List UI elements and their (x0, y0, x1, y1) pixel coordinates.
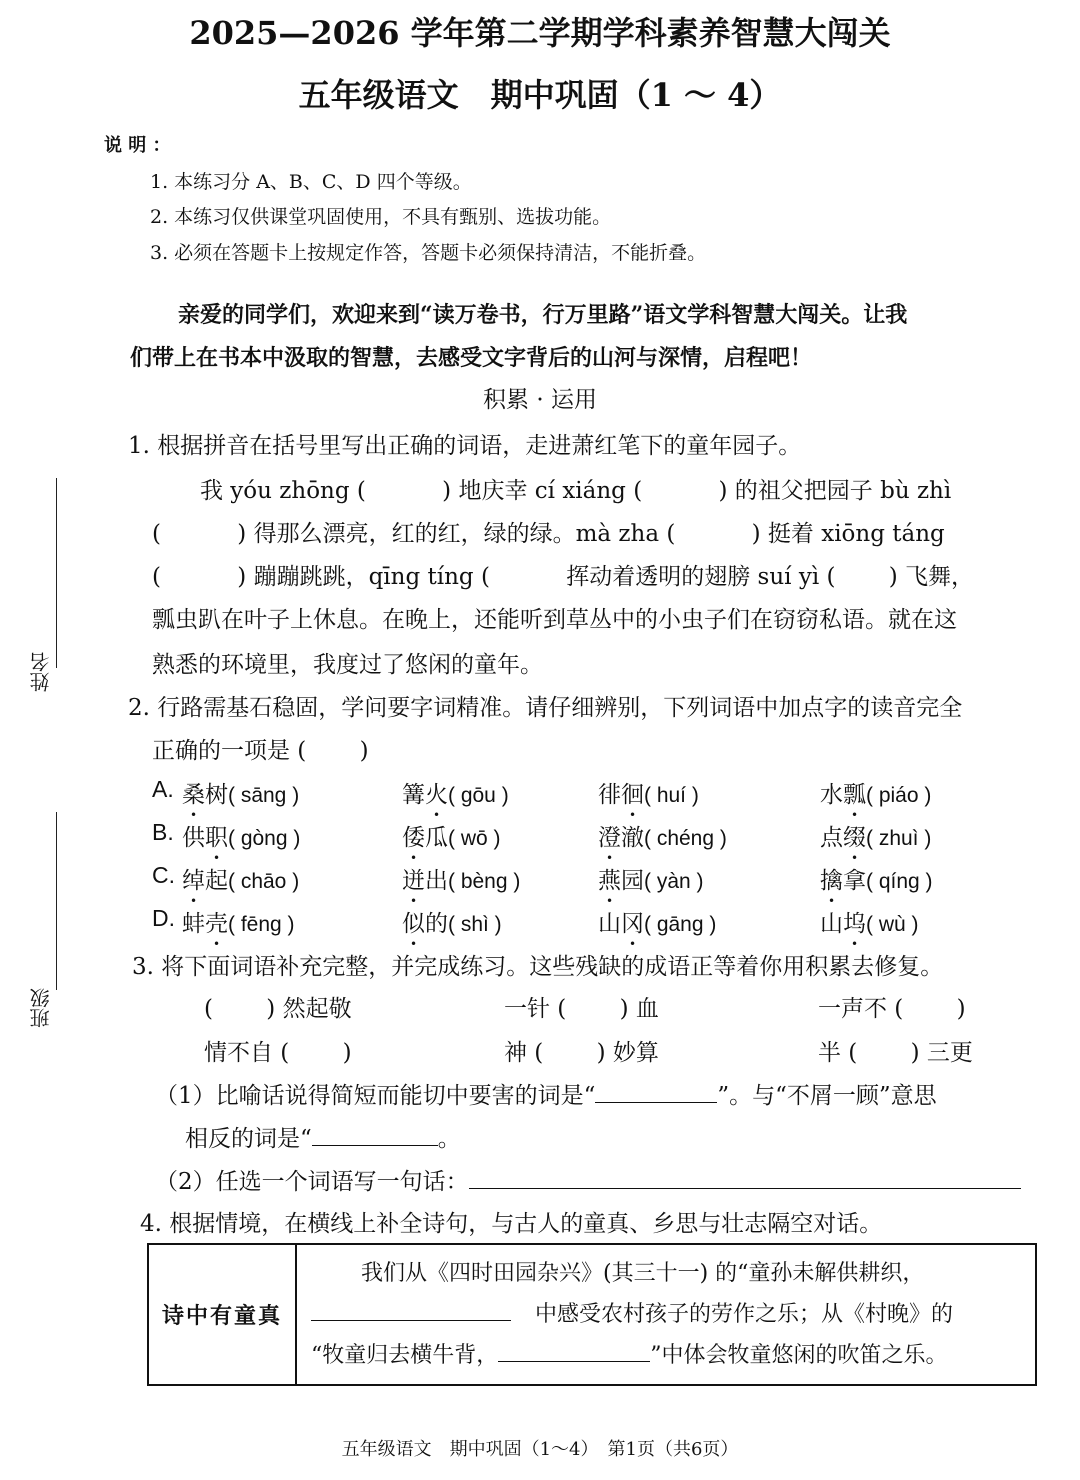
option-word (820, 776, 931, 822)
exam-subtitle: 五年级语文 期中巩固（1 ～ 4） (298, 76, 782, 114)
q3-idiom-3: 一声不 ( ) (818, 996, 966, 1022)
answer-blank[interactable] (498, 1360, 650, 1362)
word-char: 供 (182, 825, 205, 851)
poem-line-2-text: 中感受农村孩子的劳作之乐；从《村晚》的 (535, 1302, 954, 1327)
option-label: D. (152, 905, 175, 931)
option-word (402, 776, 509, 822)
q1-line-1: 我 yóu zhōng ( ) 地庆幸 cí xiáng ( ) 的祖父把园子 bù zhì (200, 478, 952, 504)
word-char: 山 (820, 911, 843, 937)
dotted-char: 似 (402, 911, 425, 937)
pinyin: ( huí ) (644, 784, 699, 807)
option-word (402, 819, 501, 865)
pinyin: ( chéng ) (644, 827, 727, 850)
word-char: 点 (820, 825, 843, 851)
q3-sub1-text-c: 相反的词是“ (185, 1126, 312, 1152)
dotted-char: 火 (425, 782, 448, 808)
q3-idiom-4: 情不自 ( ) (204, 1040, 352, 1066)
poem-table-header: 诗中有童真 (148, 1244, 296, 1385)
option-word (820, 905, 919, 951)
q3-sub2 (155, 1163, 1021, 1196)
word-char: 树 (205, 782, 228, 808)
notes-heading: 说 明 ： (104, 135, 171, 156)
dotted-char: 壳 (205, 911, 228, 937)
note-item-1: 1. 本练习分 A、B、C、D 四个等级。 (150, 171, 472, 193)
dotted-char: 瓢 (843, 782, 866, 808)
poem-table (147, 1243, 1037, 1386)
q3-sub1-line2 (185, 1120, 461, 1153)
dotted-char: 绰 (182, 868, 205, 894)
section-title: 积累 · 运用 (483, 387, 597, 413)
note-item-2: 2. 本练习仅供课堂巩固使用，不具有甄别、选拔功能。 (150, 206, 612, 228)
dotted-char: 徊 (621, 782, 644, 808)
option-word (182, 776, 299, 822)
q1-line-4: 瓢虫趴在叶子上休息。在晚上，还能听到草丛中的小虫子们在窃窃私语。就在这 (152, 607, 957, 633)
pinyin: ( qíng ) (866, 870, 933, 893)
answer-blank[interactable] (595, 1101, 717, 1103)
pinyin: ( gōu ) (448, 784, 509, 807)
option-word (402, 905, 502, 951)
pinyin: ( shì ) (448, 913, 502, 936)
word-char: 水 (820, 782, 843, 808)
word-char: 拿 (843, 868, 866, 894)
q1-prompt: 1. 根据拼音在括号里写出正确的词语，走进萧红笔下的童年园子。 (128, 433, 802, 459)
pinyin: ( sāng ) (228, 784, 300, 807)
poem-line-2 (311, 1294, 1017, 1335)
q3-sub1-text-a: （1）比喻话说得简短而能切中要害的词是“ (155, 1083, 596, 1109)
dotted-char: 倭 (402, 825, 425, 851)
q1-line-3: ( ) 蹦蹦跳跳，qīng tíng ( 挥动着透明的翅膀 suí yì ( ) 飞舞， (152, 564, 975, 590)
pinyin: ( wō ) (448, 827, 501, 850)
word-char: 瓜 (425, 825, 448, 851)
option-label: A. (152, 776, 174, 802)
pinyin: ( yàn ) (644, 870, 704, 893)
q3-sub2-text: （2）任选一个词语写一句话： (155, 1169, 469, 1195)
intro-line-2: 们带上在书本中汲取的智慧，去感受文字背后的山河与深情，启程吧！ (130, 345, 813, 371)
option-label: C. (152, 862, 175, 888)
note-item-3: 3. 必须在答题卡上按规定作答，答题卡必须保持清洁，不能折叠。 (150, 242, 707, 264)
word-char: 徘 (598, 782, 621, 808)
dotted-char: 职 (205, 825, 228, 851)
q3-sub1-line1 (155, 1077, 937, 1110)
option-label: B. (152, 819, 174, 845)
pinyin: ( bèng ) (448, 870, 521, 893)
poem-table-body (296, 1244, 1036, 1385)
option-word (598, 905, 716, 951)
pinyin: ( wù ) (866, 913, 919, 936)
word-char: 蚌 (182, 911, 205, 937)
option-word (182, 905, 295, 951)
word-char: 起 (205, 868, 228, 894)
pinyin: ( gāng ) (644, 913, 717, 936)
q3-idiom-2: 一针 ( ) 血 (504, 996, 659, 1022)
option-word (598, 819, 727, 865)
option-word (820, 862, 933, 908)
pinyin: ( gòng ) (228, 827, 301, 850)
word-char: 出 (425, 868, 448, 894)
name-blank-line[interactable] (56, 478, 57, 668)
poem-line-1: 我们从《四时田园杂兴》(其三十一) 的“童孙未解供耕织， (361, 1261, 925, 1286)
dotted-char: 擒 (820, 868, 843, 894)
q3-prompt: 3. 将下面词语补充完整，并完成练习。这些残缺的成语正等着你用积累去修复。 (132, 954, 944, 980)
answer-blank[interactable] (469, 1187, 1021, 1189)
word-char: 澈 (621, 825, 644, 851)
intro-line-1: 亲爱的同学们，欢迎来到“读万卷书，行万里路”语文学科智慧大闯关。让我 (178, 302, 908, 328)
pinyin: ( piáo ) (866, 784, 932, 807)
option-word (402, 862, 520, 908)
word-char: 山 (598, 911, 621, 937)
word-char: 园 (621, 868, 644, 894)
poem-line-3 (311, 1335, 1017, 1376)
q3-sub1-text-b: ”。与“不屑一顾”意思 (717, 1083, 937, 1109)
option-word (598, 776, 699, 822)
dotted-char: 坞 (843, 911, 866, 937)
dotted-char: 缀 (843, 825, 866, 851)
poem-line-3-text-b: ”中体会牧童悠闲的吹笛之乐。 (650, 1343, 948, 1368)
pinyin: ( chāo ) (228, 870, 300, 893)
q4-prompt: 4. 根据情境，在横线上补全诗句，与古人的童真、乡思与壮志隔空对话。 (140, 1211, 883, 1237)
word-char: 篝 (402, 782, 425, 808)
poem-line-3-text-a: “牧童归去横牛背， (311, 1343, 499, 1368)
dotted-char: 澄 (598, 825, 621, 851)
q3-idiom-5: 神 ( ) 妙算 (504, 1040, 659, 1066)
answer-blank[interactable] (311, 1319, 511, 1321)
class-blank-line[interactable] (56, 812, 57, 990)
answer-blank[interactable] (312, 1144, 438, 1146)
dotted-char: 迸 (402, 868, 425, 894)
option-word (182, 862, 299, 908)
page-footer: 五年级语文 期中巩固（1～4） 第1页（共6页） (341, 1439, 739, 1460)
q3-idiom-1: ( ) 然起敬 (204, 996, 352, 1022)
class-label: 班级 (29, 988, 53, 1028)
q2-prompt-1: 2. 行路需基石稳固，学问要字词精准。请仔细辨别，下列词语中加点字的读音完全 (128, 695, 963, 721)
q1-line-2: ( ) 得那么漂亮，红的红，绿的绿。mà zha ( ) 挺着 xiōng táng (152, 521, 945, 547)
pinyin: ( zhuì ) (866, 827, 932, 850)
pinyin: ( fēng ) (228, 913, 295, 936)
dotted-char: 桑 (182, 782, 205, 808)
dotted-char: 燕 (598, 868, 621, 894)
option-word (182, 819, 300, 865)
dotted-char: 冈 (621, 911, 644, 937)
name-label: 姓名 (29, 652, 53, 692)
q1-line-5: 熟悉的环境里，我度过了悠闲的童年。 (152, 652, 543, 678)
option-word (598, 862, 704, 908)
q3-sub1-text-d: 。 (437, 1126, 461, 1152)
q3-idiom-6: 半 ( ) 三更 (818, 1040, 973, 1066)
exam-title: 2025—2026 学年第二学期学科素养智慧大闯关 (189, 14, 891, 52)
q2-prompt-2: 正确的一项是 ( ) (152, 738, 369, 764)
word-char: 的 (425, 911, 448, 937)
option-word (820, 819, 931, 865)
